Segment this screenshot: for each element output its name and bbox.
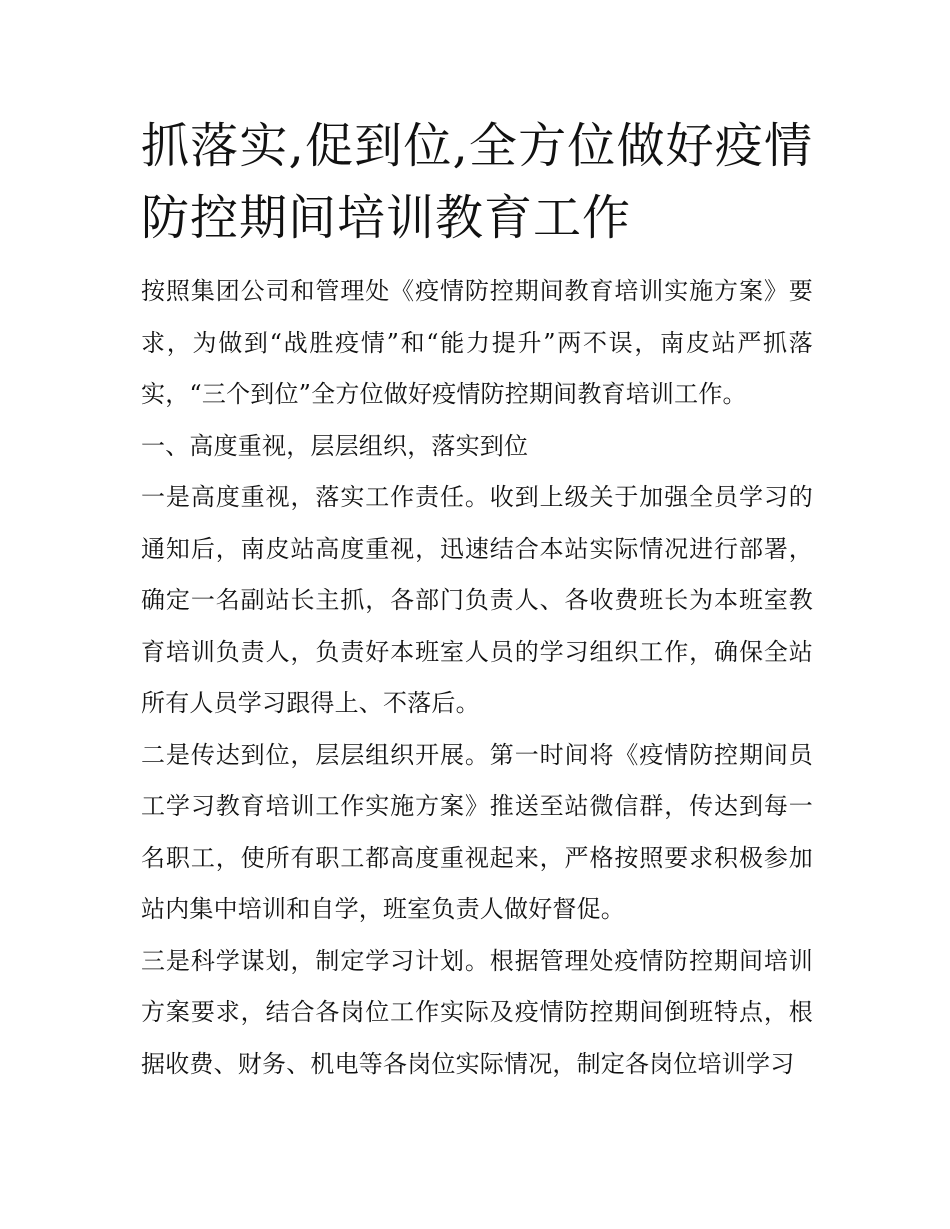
section-heading-1: 一、高度重视，层层组织，落实到位 xyxy=(141,431,529,460)
paragraph-planning: 三是科学谋划，制定学习计划。根据管理处疫情防控期间培训方案要求，结合各岗位工作实际及疫情防控期间倒班特点，根据收费、财务、机电等各岗位实际情况，制定各岗位培训学习 xyxy=(141,946,813,1078)
intro-paragraph: 按照集团公司和管理处《疫情防控期间教育培训实施方案》要求，为做到“战胜疫情”和“能力提升”两不误，南皮站严抓落实，“三个到位”全方位做好疫情防控期间教育培训工作。 xyxy=(141,277,813,408)
paragraph-responsibility: 一是高度重视，落实工作责任。收到上级关于加强全员学习的通知后，南皮站高度重视，迅速结合本站实际情况进行部署，确定一名副站长主抓，各部门负责人、各收费班长为本班室教育培训负责人，负责好本班室人员的学习组织工作，确保全站所有人员学习跟得上、不落后。 xyxy=(141,483,813,717)
document-title: 抓落实,促到位,全方位做好疫情防控期间培训教育工作 xyxy=(141,118,813,246)
paragraph-communication: 二是传达到位，层层组织开展。第一时间将《疫情防控期间员工学习教育培训工作实施方案》推送至站微信群，传达到每一名职工，使所有职工都高度重视起来，严格按照要求积极参加站内集中培训和自学，班室负责人做好督促。 xyxy=(141,740,813,923)
document-body xyxy=(141,110,813,1090)
